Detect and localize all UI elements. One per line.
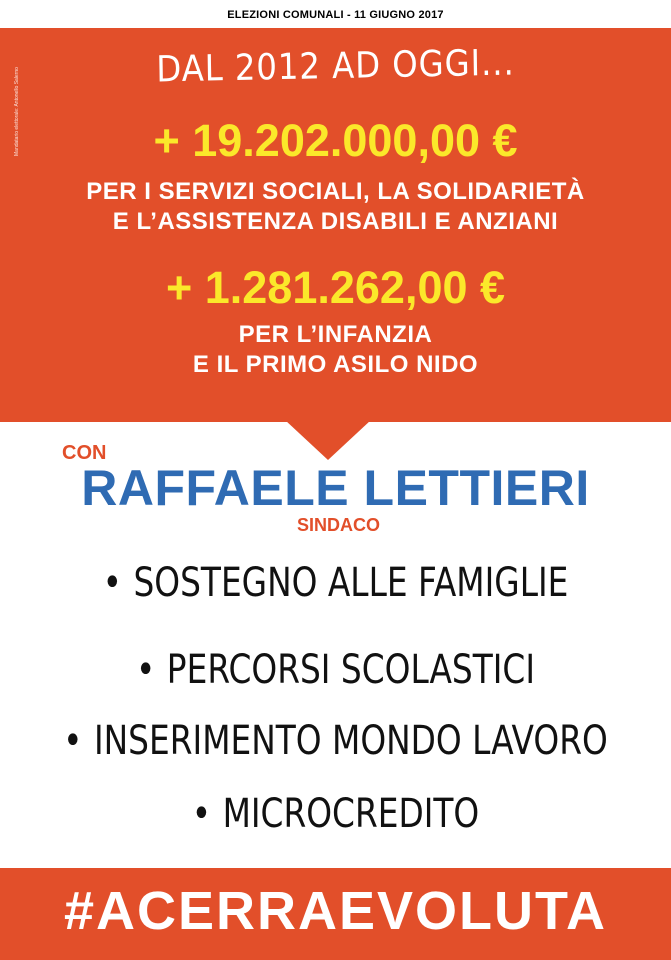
description-line: E IL PRIMO ASILO NIDO — [192, 351, 479, 378]
bullet-dot: • — [135, 647, 156, 693]
bullet-dot: • — [102, 560, 122, 606]
candidate-role: SINDACO — [297, 515, 381, 535]
bullet-text: SOSTEGNO ALLE FAMIGLIE — [133, 560, 569, 606]
bullet-item — [60, 791, 610, 837]
description-childhood — [0, 320, 671, 380]
description-social-services — [0, 177, 671, 237]
bullet-text: PERCORSI SCOLASTICI — [166, 647, 536, 693]
bullet-dot: • — [63, 718, 83, 764]
description-line: E L’ASSISTENZA DISABILI E ANZIANI — [112, 208, 559, 235]
bullet-item — [60, 560, 610, 606]
panel-pointer-arrow — [285, 420, 371, 460]
election-date-bar — [0, 0, 671, 28]
bullet-text: INSERIMENTO MONDO LAVORO — [93, 718, 608, 764]
bullet-text: MICROCREDITO — [222, 791, 480, 837]
headline: DAL 2012 AD OGGI... — [156, 42, 515, 91]
campaign-hashtag: #ACERRAEVOLUTA — [63, 881, 608, 941]
election-date-text: ELEZIONI COMUNALI - 11 GIUGNO 2017 — [227, 9, 444, 21]
amount-childhood: + 1.281.262,00 € — [165, 262, 506, 313]
bullet-dot: • — [191, 791, 212, 837]
bullet-item — [60, 718, 610, 764]
candidate-prefix: CON — [62, 442, 107, 464]
side-credit-text: Mandatario elettorale: Antonello Salerno — [14, 67, 20, 156]
description-line: PER I SERVIZI SOCIALI, LA SOLIDARIETÀ — [86, 178, 585, 205]
description-line: PER L’INFANZIA — [238, 321, 433, 348]
amount-social-services: + 19.202.000,00 € — [153, 115, 518, 166]
bullet-item — [60, 647, 610, 693]
candidate-name: RAFFAELE LETTIERI — [81, 460, 590, 516]
